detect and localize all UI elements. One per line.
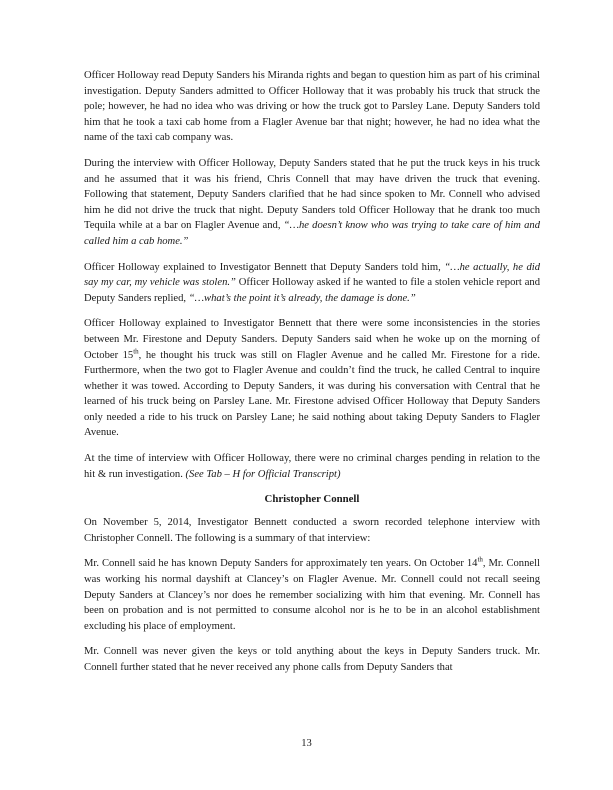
quote-damage-done: “…what’s the point it’s already, the damage is done.” — [188, 292, 416, 304]
paragraph-connell-summary: Mr. Connell said he has known Deputy Sanders for approximately ten years. On October 14th, Mr. Connell was working his normal dayshift at Clancey’s on Flagler Avenue. Mr. Connell could not recall seeing Deputy Sanders at Clancey’s nor does he remember socializing with him that evening. Mr. Connell has been on probation and is not permitted to consume alcohol nor is he to be in an alcohol establishment excluding his place of employment. — [84, 555, 540, 632]
paragraph-inconsistencies: Officer Holloway explained to Investigator Bennett that there were some inconsistencies in the stories between Mr. Firestone and Deputy Sanders. Deputy Sanders said when he woke up on the morning of October 15th, he thought his truck was still on Flagler Avenue and he called Mr. Firestone for a ride. Furthermore, when the two got to Flagler Avenue and couldn’t find the truck, he called Central to inquire whether it was towed. According to Deputy Sanders, it was during his conversation with Central that he learned of his truck being on Parsley Lane. Mr. Firestone advised Officer Holloway that Deputy Sanders only needed a ride to his truck on Parsley Lane; he said nothing about taking Deputy Sanders to Flagler Avenue. — [84, 318, 540, 439]
paragraph-miranda: Officer Holloway read Deputy Sanders his Miranda rights and began to question him as part of his criminal investigation. Deputy Sanders admitted to Officer Holloway that it was probably his truck that struck the pole; however, he had no idea who was driving or how the truck got to Parsley Lane. Deputy Sanders told him that he took a taxi cab home from a Flagler Avenue bar that night; however, he had no idea what the name of the taxi cab company was. — [84, 70, 540, 144]
paragraph-stolen-vehicle: Officer Holloway explained to Investigator Bennett that Deputy Sanders told him, “…he actually, he did say my car, my vehicle was stolen.” Officer Holloway asked if he wanted to file a stolen vehicle report and Deputy Sanders replied, “…what’s the point it’s already, the damage is done.” — [84, 261, 541, 304]
paragraph-connell-interview: On November 5, 2014, Investigator Bennett conducted a sworn recorded telephone interview with Christopher Connell. The following is a summary of that interview: — [84, 517, 540, 544]
page-number: 13 — [301, 738, 312, 749]
paragraph-truck-keys: During the interview with Officer Holloway, Deputy Sanders stated that he put the truck keys in his truck and he assumed that it was his friend, Chris Connell that may have driven the truck that evening. Following that statement, Deputy Sanders clarified that he had since spoken to Mr. Connell who advised him he did not drive the truck that night. Deputy Sanders told Officer Holloway that he drank too much Tequila while at a bar on Flagler Avenue and, “…he doesn’t know who was trying to take care of him and called him a cab home.” — [84, 157, 540, 247]
transcript-reference: (See Tab – H for Official Transcript) — [185, 468, 341, 480]
document-body — [84, 68, 540, 686]
paragraph-charges: At the time of interview with Officer Holloway, there were no criminal charges pending in relation to the hit & run investigation. (See Tab – H for Official Transcript) — [84, 453, 540, 480]
quote-cab-home: “…he doesn’t know who was trying to take care of him and called him a cab home.” — [84, 220, 540, 247]
quote-vehicle-stolen: “…he actually, he did say my car, my vehicle was stolen.” — [84, 261, 540, 289]
section-heading: Christopher Connell — [264, 493, 360, 506]
paragraph-connell-keys: Mr. Connell was never given the keys or told anything about the keys in Deputy Sanders truck. Mr. Connell further stated that he never received any phone calls from Deputy Sanders that — [84, 646, 540, 673]
